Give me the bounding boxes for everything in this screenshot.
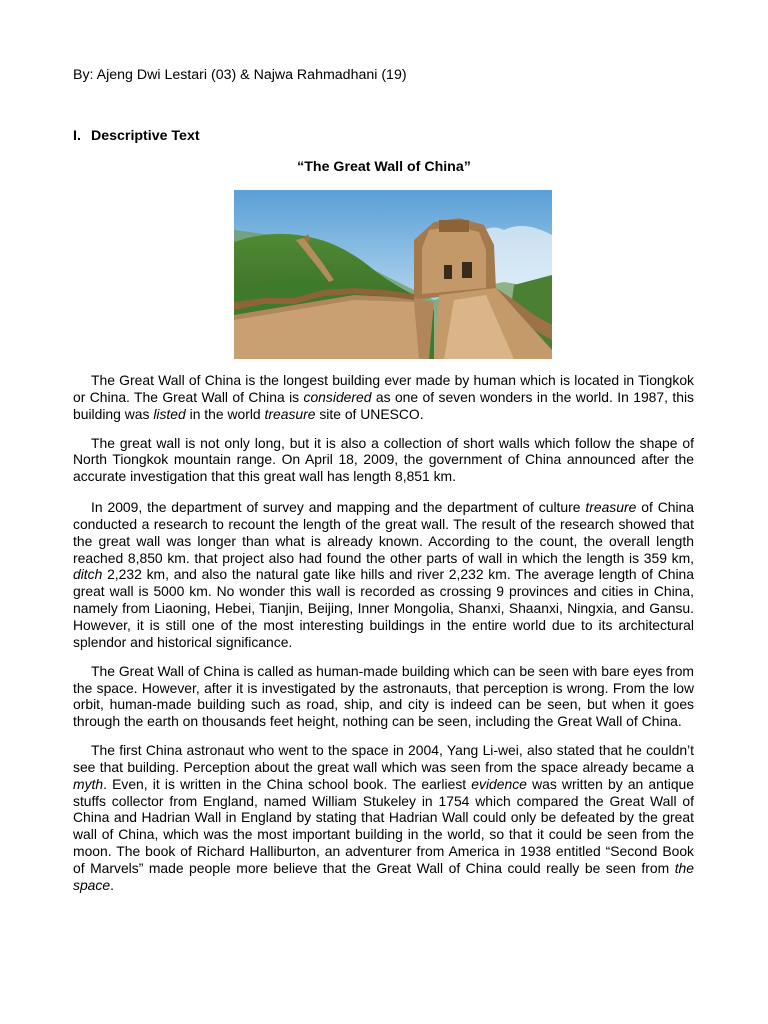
italic-term: treasure xyxy=(585,499,637,516)
italic-term: listed xyxy=(153,405,186,422)
paragraph: The first China astronaut who went to the space in 2004, Yang Li-wei, also stated that he couldn’t see that building. Perception about the great wall which was seen from the space already became a myth. Even, it is written in the China school book. The earliest evidence was written by an antique stuffs collector from England, named William Stukeley in 1754 which compared the Great Wall of China and Hadrian Wall in England by stating that Hadrian Wall could only be defeated by the great wall of China, which was the most important building in the world, so that it could be seen from the moon. The book of Richard Halliburton, an adventurer from America in 1938 entitled “Second Book of Marvels” made people more believe that the Great Wall of China could really be seen from the space. xyxy=(73,742,695,893)
section-title: Descriptive Text xyxy=(91,128,200,144)
body-text xyxy=(73,372,694,906)
italic-term: the space xyxy=(73,859,694,893)
paragraph: The Great Wall of China is called as human-made building which can be seen with bare eyes from the space. However, after it is investigated by the astronauts, that perception is wrong. From the low orbit, human-made building such as road, ship, and city is indeed can be seen, but when it goes through the earth on thousands feet height, nothing can be seen, including the Great Wall of China. xyxy=(73,662,694,730)
italic-term: ditch xyxy=(73,566,103,583)
paragraph: In 2009, the department of survey and mapping and the department of culture treasure of China conducted a research to recount the length of the great wall. The result of the research showed that the great wall was longer than what is already known. According to the count, the overall length reached 8,850 km. that project also had found the other parts of wall in which the length is 359 km, ditch 2,232 km, and also the natural gate like hills and river 2,232 km. The average length of China great wall is 5000 km. No wonder this wall is recorded as crossing 9 provinces and cities in China, namely from Liaoning, Hebei, Tianjin, Beijing, Inner Mongolia, Shanxi, Shaanxi, Ningxia, and Gansu. However, it is still one of the most interesting buildings in the entire world due to its architectural splendor and historical significance. xyxy=(73,499,694,650)
italic-term: treasure xyxy=(264,405,316,422)
section-number: I. xyxy=(73,128,81,144)
author-byline: By: Ajeng Dwi Lestari (03) & Najwa Rahmadhani (19) xyxy=(73,67,407,83)
section-heading xyxy=(73,128,200,144)
great-wall-photo xyxy=(234,190,552,359)
italic-term: myth xyxy=(73,775,104,792)
italic-term: evidence xyxy=(471,775,527,792)
paragraph: The great wall is not only long, but it is also a collection of short walls which follow the shape of North Tiongkok mountain range. On April 18, 2009, the government of China announced after the accurate investigation that this great wall has length 8,851 km. xyxy=(73,434,694,485)
paragraph: The Great Wall of China is the longest building ever made by human which is located in Tiongkok or China. The Great Wall of China is considered as one of seven wonders in the world. In 1987, this building was listed in the world treasure site of UNESCO. xyxy=(73,372,694,422)
document-title: “The Great Wall of China” xyxy=(297,159,471,175)
italic-term: considered xyxy=(303,388,372,405)
